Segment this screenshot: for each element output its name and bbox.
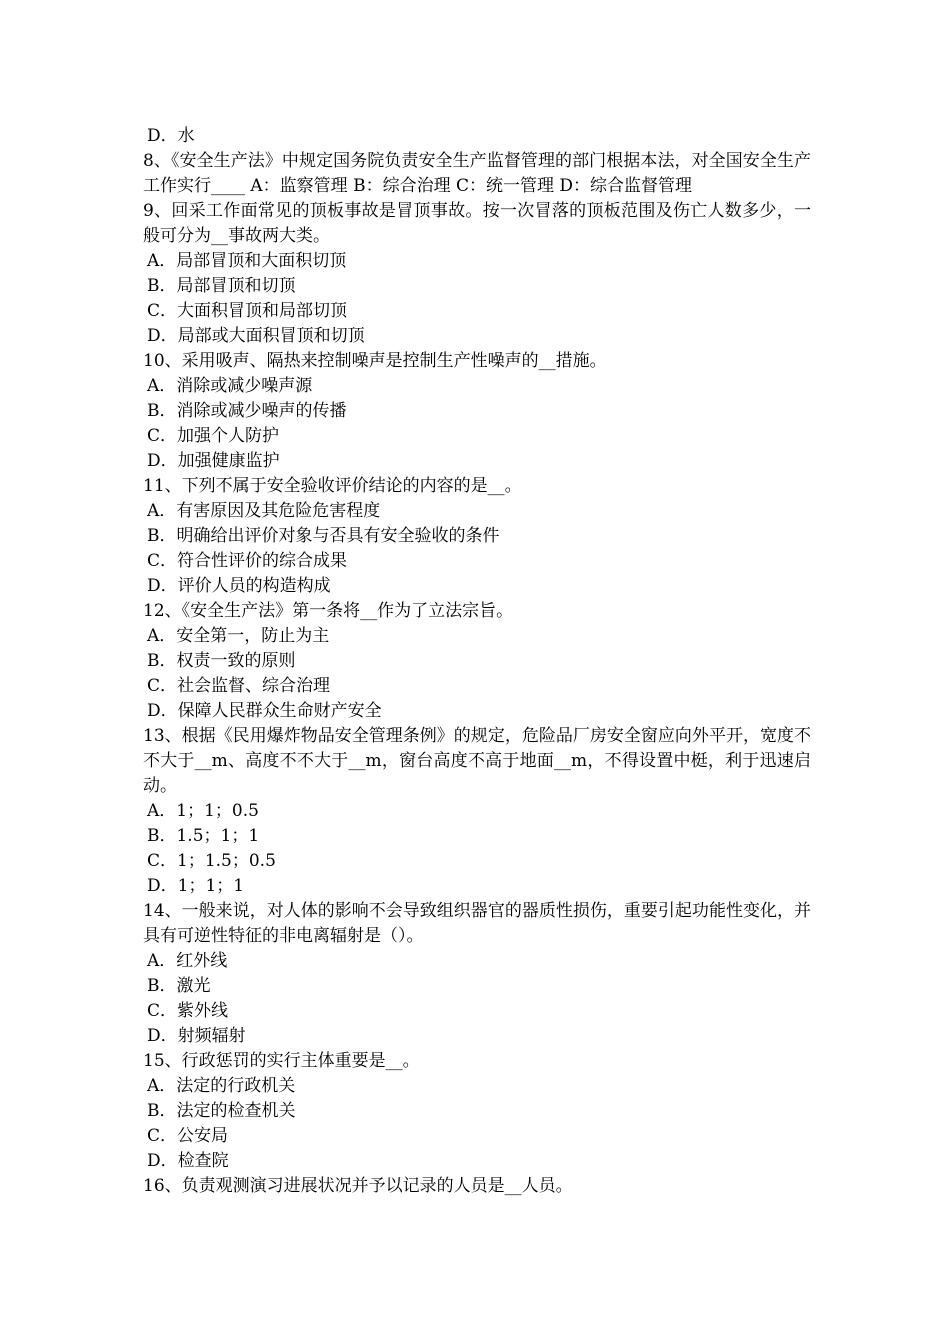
question-9: 9、回采工作面常见的顶板事故是冒顶事故。按一次冒落的顶板范围及伤亡人数多少，一般可分为__事故两大类。 — [143, 201, 811, 246]
option-11-a: A．有害原因及其危险危害程度 — [147, 501, 381, 521]
option-14-d: D．射频辐射 — [147, 1026, 246, 1046]
option-11-b: B．明确给出评价对象与否具有安全验收的条件 — [147, 526, 500, 546]
option-13-a: A．1；1；0.5 — [147, 801, 259, 821]
option-13-d: D．1；1；1 — [147, 876, 245, 896]
question-11: 11、下列不属于安全验收评价结论的内容的是__。 — [143, 476, 522, 496]
option-14-b: B．激光 — [147, 976, 211, 996]
option-9-a: A．局部冒顶和大面积切顶 — [147, 251, 347, 271]
option-14-a: A．红外线 — [147, 951, 228, 971]
option-12-b: B．权责一致的原则 — [147, 651, 296, 671]
question-16: 16、负责观测演习进展状况并予以记录的人员是__人员。 — [143, 1176, 573, 1196]
option-10-c: C．加强个人防护 — [147, 426, 280, 446]
option-15-a: A．法定的行政机关 — [147, 1076, 296, 1096]
option-13-c: C．1；1.5；0.5 — [147, 851, 276, 871]
option-10-b: B．消除或减少噪声的传播 — [147, 401, 347, 421]
option-15-c: C．公安局 — [147, 1126, 229, 1146]
option-15-d: D．检查院 — [147, 1151, 229, 1171]
question-10: 10、采用吸声、隔热来控制噪声是控制生产性噪声的__措施。 — [143, 351, 607, 371]
option-10-d: D．加强健康监护 — [147, 451, 280, 471]
question-12: 12、《安全生产法》第一条将__作为了立法宗旨。 — [143, 601, 514, 621]
option-12-a: A．安全第一，防止为主 — [147, 626, 330, 646]
option-14-c: C．紫外线 — [147, 1001, 229, 1021]
option-12-c: C．社会监督、综合治理 — [147, 676, 331, 696]
option-12-d: D．保障人民群众生命财产安全 — [147, 701, 382, 721]
option-15-b: B．法定的检查机关 — [147, 1101, 296, 1121]
option-9-c: C．大面积冒顶和局部切顶 — [147, 301, 348, 321]
option-11-d: D．评价人员的构造构成 — [147, 576, 331, 596]
option-13-b: B．1.5；1；1 — [147, 826, 260, 846]
question-13: 13、根据《民用爆炸物品安全管理条例》的规定，危险品厂房安全窗应向外平开，宽度不不大于__m、高度不不大于__m，窗台高度不高于地面__m，不得设置中梃，利于迅速启动。 — [143, 726, 811, 796]
question-14: 14、一般来说，对人体的影响不会导致组织器官的器质性损伤，重要引起功能性变化，并具有可逆性特征的非电离辐射是（）。 — [143, 901, 811, 946]
option-7-d: D．水 — [147, 126, 195, 146]
option-9-b: B．局部冒顶和切顶 — [147, 276, 296, 296]
question-8: 8、《安全生产法》中规定国务院负责安全生产监督管理的部门根据本法，对全国安全生产工作实行____ A：监察管理 B：综合治理 C：统一管理 D：综合监督管理 — [143, 151, 811, 196]
option-9-d: D．局部或大面积冒顶和切顶 — [147, 326, 365, 346]
option-11-c: C．符合性评价的综合成果 — [147, 551, 348, 571]
document-body — [143, 124, 811, 1199]
question-15: 15、行政惩罚的实行主体重要是__。 — [143, 1051, 420, 1071]
option-10-a: A．消除或减少噪声源 — [147, 376, 313, 396]
